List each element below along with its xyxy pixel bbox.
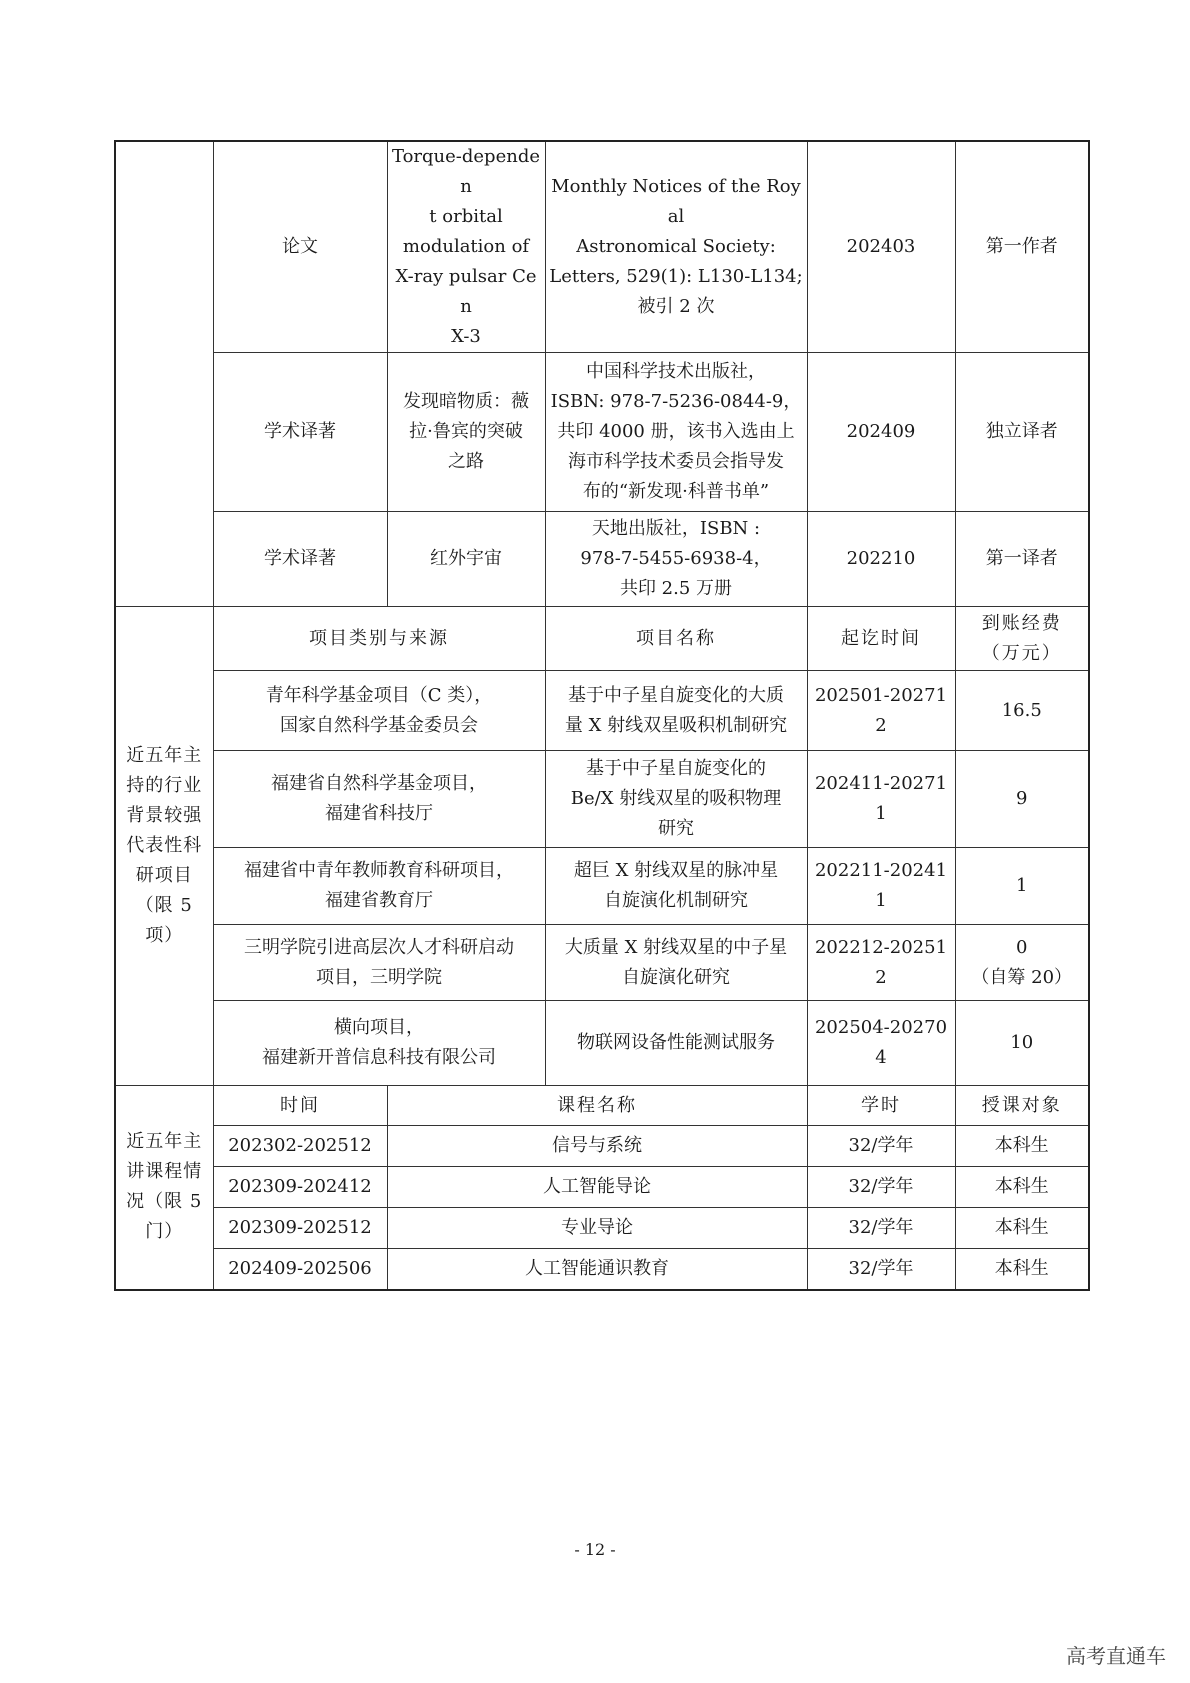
output-title: 红外宇宙 (387, 512, 545, 607)
output-title: 发现暗物质：薇 拉·鲁宾的突破 之路 (387, 353, 545, 512)
watermark-text: 高考直通车 (1066, 1644, 1166, 1668)
project-name: 基于中子星自旋变化的大质 量 X 射线双星吸积机制研究 (545, 671, 807, 751)
output-venue: 中国科学技术出版社， ISBN: 978-7-5236-0844-9， 共印 4000 册，该书入选由上 海市科学技术委员会指导发 布的“新发现·科普书单” (545, 353, 807, 512)
course-row (115, 1167, 1089, 1208)
output-date: 202409 (807, 353, 955, 512)
projects-header-row (115, 607, 1089, 671)
course-audience: 本科生 (955, 1167, 1089, 1208)
courses-header-hours: 学时 (807, 1086, 955, 1126)
course-hours: 32/学年 (807, 1249, 955, 1290)
project-source: 青年科学基金项目（C 类）， 国家自然科学基金委员会 (213, 671, 545, 751)
output-type: 学术译著 (213, 353, 387, 512)
output-row (115, 141, 1089, 353)
project-funding: 9 (955, 751, 1089, 848)
course-name: 人工智能通识教育 (387, 1249, 807, 1290)
project-row (115, 671, 1089, 751)
project-funding: 16.5 (955, 671, 1089, 751)
output-venue: 天地出版社，ISBN : 978-7-5455-6938-4， 共印 2.5 万册 (545, 512, 807, 607)
project-funding: 10 (955, 1001, 1089, 1086)
courses-header-audience: 授课对象 (955, 1086, 1089, 1126)
project-name: 大质量 X 射线双星的中子星 自旋演化研究 (545, 925, 807, 1001)
project-source: 福建省自然科学基金项目， 福建省科技厅 (213, 751, 545, 848)
record-table (114, 140, 1090, 1291)
project-period: 202501-202712 (807, 671, 955, 751)
course-hours: 32/学年 (807, 1208, 955, 1249)
course-time: 202309-202412 (213, 1167, 387, 1208)
project-source: 福建省中青年教师教育科研项目， 福建省教育厅 (213, 848, 545, 925)
courses-header-name: 课程名称 (387, 1086, 807, 1126)
project-row (115, 925, 1089, 1001)
page-number: - 12 - (574, 1540, 616, 1559)
output-date: 202403 (807, 141, 955, 353)
output-row (115, 512, 1089, 607)
course-hours: 32/学年 (807, 1126, 955, 1167)
outputs-side-cell (115, 141, 213, 607)
course-name: 专业导论 (387, 1208, 807, 1249)
output-role: 第一作者 (955, 141, 1089, 353)
project-period: 202411-202711 (807, 751, 955, 848)
output-venue: Monthly Notices of the Royal Astronomical Society: Letters, 529(1): L130-L134; 被引 2 次 (545, 141, 807, 353)
project-funding: 0 （自筹 20） (955, 925, 1089, 1001)
course-time: 202302-202512 (213, 1126, 387, 1167)
output-title: Torque-dependen t orbital modulation of X-ray pulsar Cen X-3 (387, 141, 545, 353)
project-name: 物联网设备性能测试服务 (545, 1001, 807, 1086)
output-type: 论文 (213, 141, 387, 353)
projects-header-period: 起讫时间 (807, 607, 955, 671)
projects-side-label: 近五年主 持的行业 背景较强 代表性科 研项目 （限 5 项） (115, 607, 213, 1086)
course-row (115, 1126, 1089, 1167)
project-row (115, 1001, 1089, 1086)
output-date: 202210 (807, 512, 955, 607)
output-role: 第一译者 (955, 512, 1089, 607)
project-source: 三明学院引进高层次人才科研启动 项目，三明学院 (213, 925, 545, 1001)
course-audience: 本科生 (955, 1208, 1089, 1249)
projects-header-name: 项目名称 (545, 607, 807, 671)
project-period: 202211-202411 (807, 848, 955, 925)
project-period: 202504-202704 (807, 1001, 955, 1086)
courses-header-row (115, 1086, 1089, 1126)
course-name: 人工智能导论 (387, 1167, 807, 1208)
course-time: 202409-202506 (213, 1249, 387, 1290)
course-audience: 本科生 (955, 1126, 1089, 1167)
courses-header-time: 时间 (213, 1086, 387, 1126)
course-time: 202309-202512 (213, 1208, 387, 1249)
course-audience: 本科生 (955, 1249, 1089, 1290)
course-hours: 32/学年 (807, 1167, 955, 1208)
courses-side-label: 近五年主 讲课程情 况（限 5 门） (115, 1086, 213, 1290)
projects-header-source: 项目类别与来源 (213, 607, 545, 671)
project-name: 基于中子星自旋变化的 Be/X 射线双星的吸积物理 研究 (545, 751, 807, 848)
project-funding: 1 (955, 848, 1089, 925)
course-row (115, 1208, 1089, 1249)
project-source: 横向项目， 福建新开普信息科技有限公司 (213, 1001, 545, 1086)
output-role: 独立译者 (955, 353, 1089, 512)
projects-header-funding: 到账经费 （万元） (955, 607, 1089, 671)
project-name: 超巨 X 射线双星的脉冲星 自旋演化机制研究 (545, 848, 807, 925)
output-type: 学术译著 (213, 512, 387, 607)
course-row (115, 1249, 1089, 1290)
project-row (115, 751, 1089, 848)
course-name: 信号与系统 (387, 1126, 807, 1167)
project-row (115, 848, 1089, 925)
project-period: 202212-202512 (807, 925, 955, 1001)
output-row (115, 353, 1089, 512)
